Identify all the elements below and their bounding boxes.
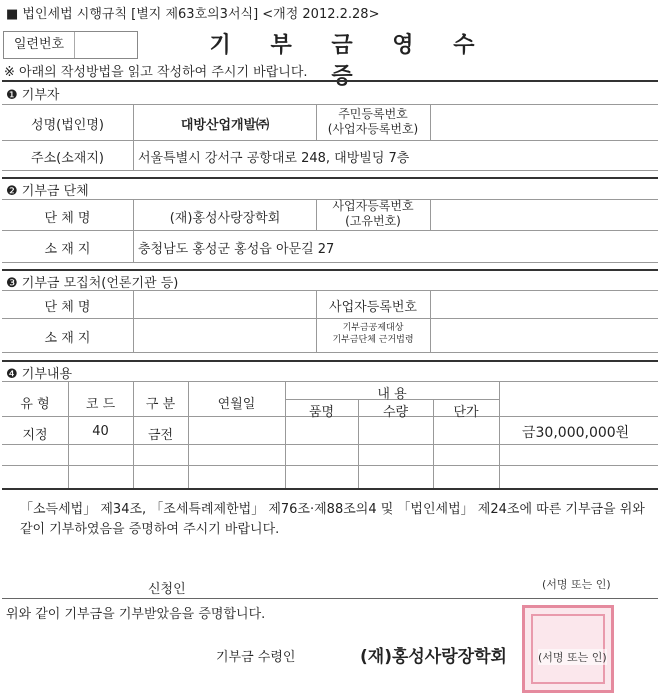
org-location-value: 충청남도 홍성군 홍성읍 아문길 27 xyxy=(138,242,335,257)
donor-id-label-line1: 주민등록번호 xyxy=(338,107,408,121)
header-type: 유 형 xyxy=(20,397,50,412)
org-section-title: ❷ 기부금 단체 xyxy=(6,184,89,199)
section-divider xyxy=(2,177,658,179)
donor-name-value: 대방산업개발㈜ xyxy=(180,118,270,133)
donor-address-label: 주소(소재지) xyxy=(31,151,104,166)
col-divider xyxy=(430,104,431,140)
header-date: 연월일 xyxy=(217,397,256,412)
document-title: 기 부 금 영 수 증 xyxy=(209,33,491,89)
recipient-name: (재)홍성사랑장학회 xyxy=(360,647,507,667)
col-divider xyxy=(133,290,134,352)
section-divider xyxy=(2,360,658,362)
org-name-label: 단 체 명 xyxy=(44,211,91,226)
serial-number-label: 일련번호 xyxy=(4,32,75,58)
serial-number-box xyxy=(3,31,138,59)
col-divider xyxy=(499,381,500,488)
collector-basis-label xyxy=(316,322,430,346)
row-code: 40 xyxy=(92,424,109,439)
org-name-value: (재)홍성사랑장학회 xyxy=(169,211,281,226)
collector-basis-line2: 기부금단체 근거법령 xyxy=(332,335,414,345)
row-divider xyxy=(2,381,658,382)
header-kind: 구 분 xyxy=(145,397,176,412)
org-reg-label-line2: (고유번호) xyxy=(345,214,401,228)
collector-basis-line1: 기부금공제대상 xyxy=(342,323,404,333)
header-code: 코 드 xyxy=(85,397,116,412)
section-divider xyxy=(2,269,658,271)
row-divider xyxy=(2,290,658,291)
row-divider xyxy=(2,352,658,353)
row-divider xyxy=(2,262,658,263)
donor-section-title: ❶ 기부자 xyxy=(6,88,60,103)
applicant-sign: (서명 또는 인) xyxy=(542,578,611,591)
col-divider xyxy=(430,290,431,352)
header-content: 내 용 xyxy=(377,387,407,402)
collector-reg-label: 사업자등록번호 xyxy=(329,300,417,315)
section-divider xyxy=(2,80,658,82)
org-reg-label xyxy=(316,199,430,229)
section-divider xyxy=(2,488,658,490)
row-divider xyxy=(2,140,658,141)
row-divider xyxy=(2,318,658,319)
collector-location-label: 소 재 지 xyxy=(44,331,91,346)
row-divider xyxy=(2,444,658,445)
recipient-label: 기부금 수령인 xyxy=(216,650,296,665)
org-reg-label-line1: 사업자등록번호 xyxy=(332,199,414,213)
header-price: 단가 xyxy=(453,405,479,420)
donor-address-value: 서울특별시 강서구 공항대로 248, 대방빌딩 7층 xyxy=(138,151,410,166)
header-item: 품명 xyxy=(308,405,335,420)
row-divider xyxy=(2,598,658,599)
details-section-title: ❹ 기부내용 xyxy=(6,367,73,382)
row-divider xyxy=(2,465,658,466)
recipient-sign: (서명 또는 인) xyxy=(538,651,607,664)
row-amount: 금30,000,000원 xyxy=(522,425,630,441)
row-divider xyxy=(2,104,658,105)
header-qty: 수량 xyxy=(382,405,409,420)
applicant-label: 신청인 xyxy=(148,582,186,597)
row-divider xyxy=(2,170,658,171)
org-location-label: 소 재 지 xyxy=(44,242,91,257)
row-type: 지정 xyxy=(22,428,48,443)
row-divider xyxy=(2,230,658,231)
certification-statement: 「소득세법」 제34조, 「조세특례제한법」 제76조·제88조의4 및 「법인세법」 제24조에 따른 기부금을 위와 같이 기부하였음을 증명하여 주시기 바랍니다. xyxy=(20,502,645,537)
form-header: ■ 법인세법 시행규칙 [별지 제63호의3서식] <개정 2012.2.28> xyxy=(6,7,380,22)
row-kind: 금전 xyxy=(147,428,174,443)
receipt-statement: 위와 같이 기부금을 기부받았음을 증명합니다. xyxy=(6,607,266,622)
donor-id-label xyxy=(316,107,430,137)
instruction-note: ※ 아래의 작성방법을 읽고 작성하여 주시기 바랍니다. xyxy=(4,65,308,80)
collector-name-label: 단 체 명 xyxy=(44,300,91,315)
col-divider xyxy=(430,199,431,230)
collector-section-title: ❸ 기부금 모집처(언론기관 등) xyxy=(6,276,179,291)
donor-name-label: 성명(법인명) xyxy=(31,118,104,133)
donor-id-label-line2: (사업자등록번호) xyxy=(327,122,419,136)
